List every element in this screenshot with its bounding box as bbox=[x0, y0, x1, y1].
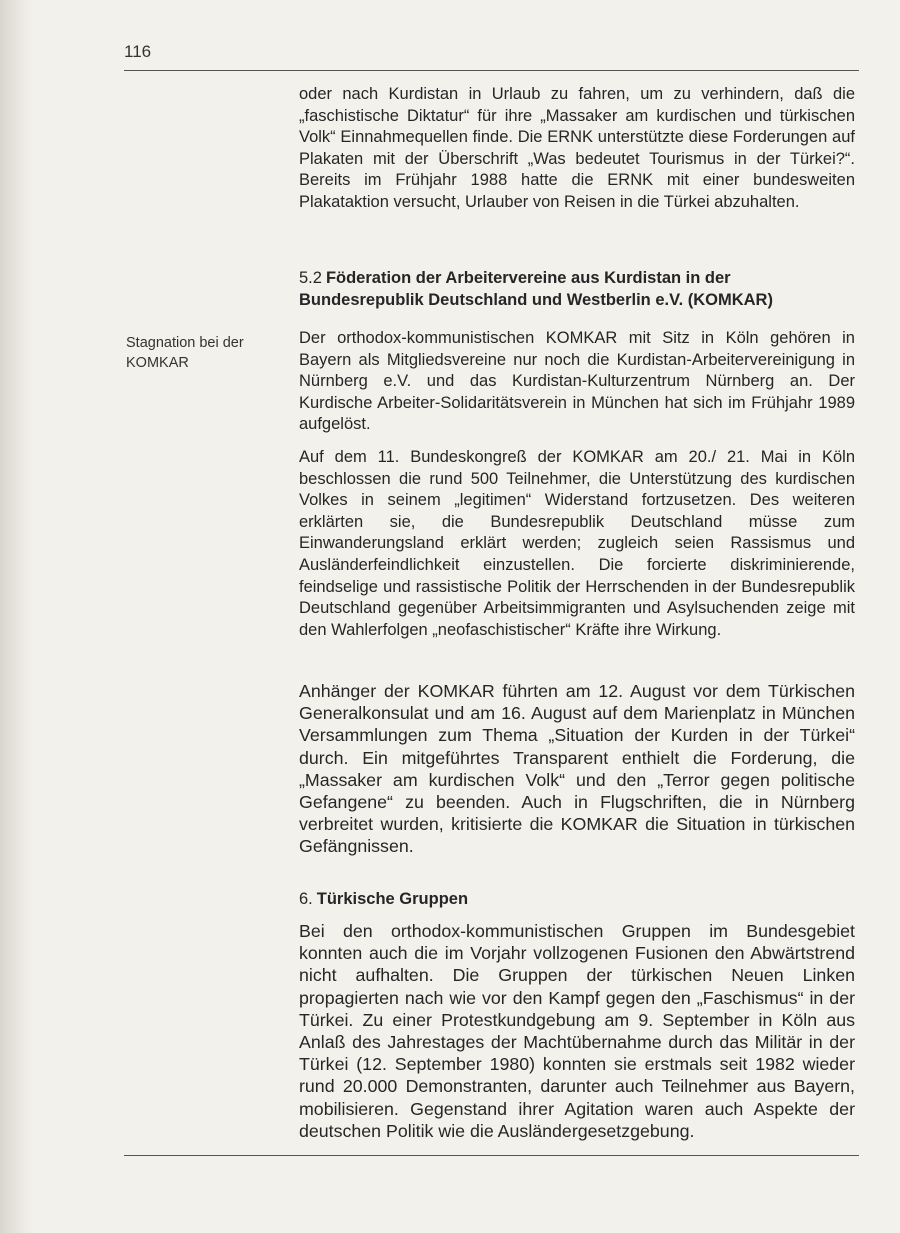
paragraph-komkar-munich: Anhänger der KOMKAR führten am 12. August vor dem Türkischen Generalkonsulat und am 16. August auf dem Marienplatz in München Versammlungen zum Thema „Situation der Kurden in der Türkei“ durch. Ein mitgeführtes Transparent enthielt die Forderung, die „Massaker am kurdischen Volk“ und den „Terror gegen politische Gefangene“ zu beenden. Auch in Flugschriften, die in Nürnberg verbreitet wurden, kritisierte die KOMKAR die Situation in türkischen Gefängnissen. bbox=[299, 681, 855, 857]
section-heading-5-2 bbox=[299, 268, 859, 311]
margin-note-line: KOMKAR bbox=[126, 355, 189, 371]
paragraph-ernk-tourism: oder nach Kurdistan in Urlaub zu fahren, um zu verhindern, daß die „faschistische Diktatur“ für ihre „Massaker am kurdischen und türkischen Volk“ Einnahmequellen finde. Die ERNK unterstützte diese Forderungen auf Plakaten mit der Überschrift „Was bedeutet Tourismus in der Türkei?“. Bereits im Frühjahr 1988 hatte die ERNK mit einer bundesweiten Plakataktion versucht, Urlauber von Reisen in die Türkei abzuhalten. bbox=[299, 85, 855, 211]
paragraph-turkish-groups: Bei den orthodox-kommunistischen Gruppen im Bundesgebiet konnten auch die im Vorjahr vollzogenen Fusionen den Abwärtstrend nicht aufhalten. Die Gruppen der türkischen Neuen Linken propagierten nach wie vor den Kampf gegen den „Faschismus“ in der Türkei. Zu einer Protestkundgebung am 9. September in Köln aus Anlaß des Jahrestages der Machtübernahme durch das Militär in der Türkei (12. September 1980) konnten sie erstmals seit 1982 wieder rund 20.000 Demonstranten, darunter auch Teilnehmer aus Bayern, mobilisieren. Gegenstand ihrer Agitation waren auch Aspekte der deutschen Politik wie die Ausländergesetzgebung. bbox=[299, 921, 855, 1141]
footer-rule bbox=[124, 1155, 859, 1156]
page-number: 116 bbox=[124, 42, 152, 61]
margin-note-line: Stagnation bei der bbox=[126, 335, 244, 351]
section-title: Föderation der Arbeitervereine aus Kurdistan in der Bundesrepublik Deutschland und Westberlin e.V. (KOMKAR) bbox=[299, 269, 773, 309]
book-binding-shadow bbox=[0, 0, 34, 1233]
paragraph-komkar-congress: Auf dem 11. Bundeskongreß der KOMKAR am 20./ 21. Mai in Köln beschlossen die rund 500 Teilnehmer, die Unterstützung des kurdischen Volkes in seinem „legitimen“ Widerstand fortzusetzen. Des weiteren erklärten sie, die Bundesrepublik Deutschland müsse zum Einwanderungsland erklärt werden; zugleich seien Rassismus und Ausländerfeindlichkeit einzustellen. Die forcierte diskriminierende, feindselige und rassistische Politik der Herrschenden in der Bundesrepublik Deutschland gegenüber Arbeitsimmigranten und Asylsuchenden zeige mit den Wahlerfolgen „neofaschistischer“ Kräfte ihre Wirkung. bbox=[299, 448, 855, 639]
section-number: 6. bbox=[299, 890, 313, 908]
section-heading-6 bbox=[299, 889, 859, 911]
paragraph-komkar-members: Der orthodox-kommunistischen KOMKAR mit Sitz in Köln gehören in Bayern als Mitgliedsvereine nur noch die Kurdistan-Arbeitervereinigung in Nürnberg e.V. und das Kurdistan-Kulturzentrum Nürnberg an. Der Kurdische Arbeiter-Solidaritätsverein in München hat sich im Frühjahr 1989 aufgelöst. bbox=[299, 329, 855, 434]
section-number: 5.2 bbox=[299, 269, 322, 287]
header-rule bbox=[124, 70, 859, 71]
section-title: Türkische Gruppen bbox=[316, 890, 469, 908]
margin-note bbox=[126, 333, 276, 373]
